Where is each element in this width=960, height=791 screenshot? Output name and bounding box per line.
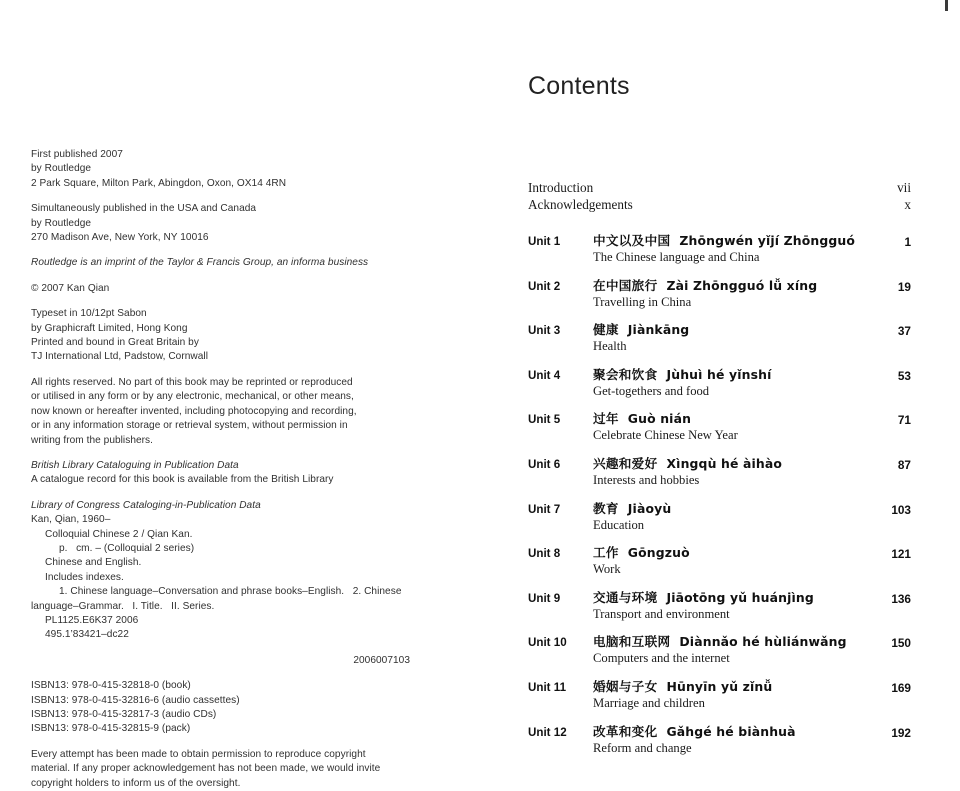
- imprint-line: writing from the publishers.: [31, 434, 154, 446]
- imprint-line: © 2007 Kan Qian: [31, 282, 110, 294]
- unit-row[interactable]: [528, 367, 911, 399]
- imprint-line: A catalogue record for this book is available from the British Library: [31, 474, 334, 486]
- unit-body: [593, 456, 867, 488]
- unit-title-line: [593, 679, 867, 695]
- unit-subtitle-english: Celebrate Chinese New Year: [593, 428, 738, 443]
- unit-title-pinyin: Jiànkāng: [627, 322, 690, 338]
- unit-title-line: [593, 411, 867, 427]
- imprint-line: Typeset in 10/12pt Sabon: [31, 308, 147, 320]
- imprint-line: ISBN13: 978-0-415-32816-6 (audio cassettes): [31, 694, 240, 706]
- imprint-line: Colloquial Chinese 2 / Qian Kan.: [45, 528, 193, 540]
- unit-title-line: [593, 278, 867, 294]
- imprint-line: ISBN13: 978-0-415-32818-0 (book): [31, 680, 191, 692]
- unit-row[interactable]: [528, 233, 911, 265]
- unit-body: [593, 590, 867, 622]
- unit-row[interactable]: [528, 501, 911, 533]
- unit-title-pinyin: Gōngzuò: [627, 545, 690, 561]
- unit-title-hanzi: 教育: [593, 500, 619, 516]
- imprint-line: Chinese and English.: [45, 557, 142, 569]
- front-matter-page-number: vii: [897, 180, 911, 195]
- unit-label: Unit 1: [528, 235, 561, 248]
- unit-page-number: 19: [897, 279, 911, 294]
- unit-subtitle-english: The Chinese language and China: [593, 250, 760, 264]
- imprint-line: by Routledge: [31, 217, 92, 229]
- unit-label: Unit 10: [528, 636, 567, 650]
- unit-label: Unit 8: [528, 547, 561, 561]
- unit-row[interactable]: [528, 278, 911, 310]
- unit-label: Unit 4: [528, 368, 561, 382]
- unit-title-hanzi: 电脑和互联网: [593, 634, 671, 650]
- lccn-number: 2006007103: [353, 654, 410, 666]
- unit-page-number: 87: [897, 457, 911, 472]
- imprint-paragraph: [31, 376, 431, 448]
- unit-label: Unit 12: [528, 725, 567, 739]
- unit-subtitle-english: Health: [593, 339, 627, 354]
- unit-row[interactable]: [528, 724, 911, 756]
- unit-title-pinyin: Zhōngwén yǐjí Zhōngguó: [679, 233, 856, 248]
- imprint-line: p. cm. – (Colloquial 2 series): [59, 542, 195, 554]
- imprint-line: language–Grammar. I. Title. II. Series.: [31, 600, 215, 612]
- imprint-line: copyright holders to inform us of the oversight.: [31, 777, 241, 789]
- unit-subtitle-english: Interests and hobbies: [593, 472, 700, 487]
- unit-row[interactable]: [528, 590, 911, 622]
- imprint-line: by Routledge: [31, 163, 92, 175]
- unit-title-pinyin: Jùhuì hé yǐnshí: [666, 366, 772, 382]
- imprint-line: Every attempt has been made to obtain permission to reproduce copyright: [31, 748, 366, 760]
- unit-subtitle-english: Transport and environment: [593, 606, 730, 621]
- imprint-line: First published 2007: [31, 149, 123, 160]
- unit-title-hanzi: 过年: [593, 411, 619, 427]
- unit-row[interactable]: [528, 634, 911, 666]
- unit-subtitle-english: Education: [593, 517, 645, 532]
- unit-row[interactable]: [528, 679, 911, 711]
- unit-body: [593, 634, 867, 666]
- unit-body: [593, 545, 867, 577]
- imprint-line: 270 Madison Ave, New York, NY 10016: [31, 232, 209, 244]
- unit-title-line: [593, 590, 867, 606]
- unit-label: Unit 9: [528, 591, 561, 605]
- imprint-line: Includes indexes.: [45, 571, 124, 583]
- page-title: Contents: [528, 72, 630, 100]
- unit-title-line: [593, 724, 867, 740]
- unit-page-number: 136: [891, 591, 911, 606]
- unit-title-hanzi: 在中国旅行: [593, 277, 658, 293]
- unit-title-pinyin: Xìngqù hé àihào: [666, 455, 783, 471]
- unit-title-line: [593, 501, 867, 517]
- unit-title-line: [593, 634, 867, 650]
- unit-title-pinyin: Zài Zhōngguó lǚ xíng: [666, 277, 818, 293]
- unit-label: Unit 11: [528, 680, 567, 694]
- imprint-paragraph: [31, 307, 431, 365]
- unit-label: Unit 6: [528, 457, 561, 471]
- unit-label: Unit 7: [528, 502, 561, 516]
- unit-subtitle-english: Travelling in China: [593, 294, 692, 309]
- unit-title-line: [593, 233, 867, 249]
- unit-page-number: 37: [897, 324, 911, 339]
- unit-title-pinyin: Guò nián: [627, 411, 692, 427]
- unit-subtitle-english: Get-togethers and food: [593, 383, 710, 398]
- unit-title-pinyin: Jiāotōng yǔ huánjìng: [666, 589, 814, 605]
- unit-page-number: 103: [891, 502, 911, 517]
- imprint-line: ISBN13: 978-0-415-32817-3 (audio CDs): [31, 709, 217, 720]
- imprint-line: 2 Park Square, Milton Park, Abingdon, Oxon, OX14 4RN: [31, 177, 287, 189]
- unit-title-line: [593, 322, 867, 338]
- imprint-text-block: [31, 148, 431, 791]
- imprint-paragraph: [31, 202, 431, 245]
- unit-page-number: 192: [891, 725, 911, 740]
- imprint-line: 495.1’83421–dc22: [45, 629, 129, 641]
- unit-title-pinyin: Hūnyīn yǔ zǐnǚ: [666, 678, 773, 694]
- unit-subtitle-english: Marriage and children: [593, 695, 705, 710]
- unit-subtitle-english: Work: [593, 562, 621, 577]
- unit-title-hanzi: 聚会和饮食: [593, 366, 658, 382]
- front-matter-row[interactable]: [528, 180, 911, 197]
- imprint-line: Simultaneously published in the USA and Canada: [31, 203, 257, 215]
- unit-page-number: 121: [891, 547, 911, 562]
- imprint-line: 1. Chinese language–Conversation and phrase books–English. 2. Chinese: [59, 586, 402, 598]
- unit-body: [593, 322, 867, 354]
- unit-title-hanzi: 改革和变化: [593, 723, 658, 739]
- imprint-paragraph: [31, 256, 431, 270]
- unit-title-hanzi: 兴趣和爱好: [593, 455, 658, 471]
- unit-body: [593, 679, 867, 711]
- unit-title-line: [593, 367, 867, 383]
- imprint-line: Kan, Qian, 1960–: [31, 514, 111, 526]
- unit-page-number: 53: [897, 368, 911, 383]
- unit-title-hanzi: 中文以及中国: [593, 233, 671, 248]
- imprint-paragraph: [31, 679, 431, 737]
- unit-title-hanzi: 交通与环境: [593, 589, 658, 605]
- imprint-line: by Graphicraft Limited, Hong Kong: [31, 322, 188, 334]
- unit-label: Unit 3: [528, 324, 561, 338]
- unit-title-pinyin: Jiàoyù: [627, 500, 672, 516]
- unit-page-number: 169: [891, 680, 911, 695]
- unit-body: [593, 278, 867, 310]
- unit-page-number: 1: [904, 235, 911, 249]
- contents-page: [480, 0, 960, 777]
- imprint-paragraph: [31, 459, 431, 488]
- imprint-line: Printed and bound in Great Britain by: [31, 337, 199, 349]
- front-matter-label: Introduction: [528, 180, 594, 195]
- unit-title-hanzi: 健康: [593, 322, 619, 338]
- imprint-line: or in any information storage or retrieval system, without permission in: [31, 420, 348, 432]
- unit-row[interactable]: [528, 322, 911, 354]
- imprint-line: material. If any proper acknowledgement has not been made, we would invite: [31, 763, 381, 775]
- front-matter-page-number: x: [904, 196, 911, 212]
- front-matter-row[interactable]: [528, 197, 911, 214]
- unit-label: Unit 5: [528, 413, 561, 427]
- imprint-line: TJ International Ltd, Padstow, Cornwall: [31, 351, 208, 363]
- unit-title-line: [593, 545, 867, 561]
- imprint-line: Routledge is an imprint of the Taylor & Francis Group, an informa business: [31, 257, 369, 269]
- unit-title-pinyin: Gǎhgé hé biànhuà: [666, 723, 796, 739]
- imprint-line: All rights reserved. No part of this book may be reprinted or reproduced: [31, 376, 353, 388]
- imprint-line: ISBN13: 978-0-415-32815-9 (pack): [31, 723, 191, 735]
- unit-title-hanzi: 婚姻与子女: [593, 678, 658, 694]
- unit-list: [528, 233, 911, 768]
- unit-page-number: 71: [897, 413, 911, 428]
- unit-title-line: [593, 456, 867, 472]
- unit-page-number: 150: [891, 636, 911, 651]
- imprint-paragraph: [31, 282, 431, 296]
- unit-title-hanzi: 工作: [593, 545, 619, 561]
- imprint-paragraph: [31, 148, 431, 191]
- imprint-paragraph: [31, 499, 431, 668]
- imprint-line: or utilised in any form or by any electronic, mechanical, or other means,: [31, 391, 354, 403]
- unit-body: [593, 367, 867, 399]
- unit-row[interactable]: [528, 411, 911, 443]
- unit-row[interactable]: [528, 456, 911, 488]
- imprint-line: Library of Congress Cataloging-in-Publication Data: [31, 499, 261, 511]
- imprint-line: British Library Cataloguing in Publication Data: [31, 459, 239, 471]
- copyright-page: [0, 0, 470, 789]
- unit-subtitle-english: Computers and the internet: [593, 651, 730, 666]
- unit-body: [593, 724, 867, 756]
- unit-label: Unit 2: [528, 279, 561, 293]
- imprint-line: now known or hereafter invented, including photocopying and recording,: [31, 405, 357, 417]
- front-matter-label: Acknowledgements: [528, 196, 633, 212]
- unit-title-pinyin: Diànnǎo hé hùliánwǎng: [679, 634, 847, 650]
- imprint-line: PL1125.E6K37 2006: [45, 614, 139, 626]
- imprint-paragraph: [31, 748, 431, 791]
- unit-row[interactable]: [528, 545, 911, 577]
- unit-body: [593, 233, 867, 265]
- unit-subtitle-english: Reform and change: [593, 740, 692, 755]
- unit-body: [593, 501, 867, 533]
- front-matter-list: [528, 180, 911, 213]
- unit-body: [593, 411, 867, 443]
